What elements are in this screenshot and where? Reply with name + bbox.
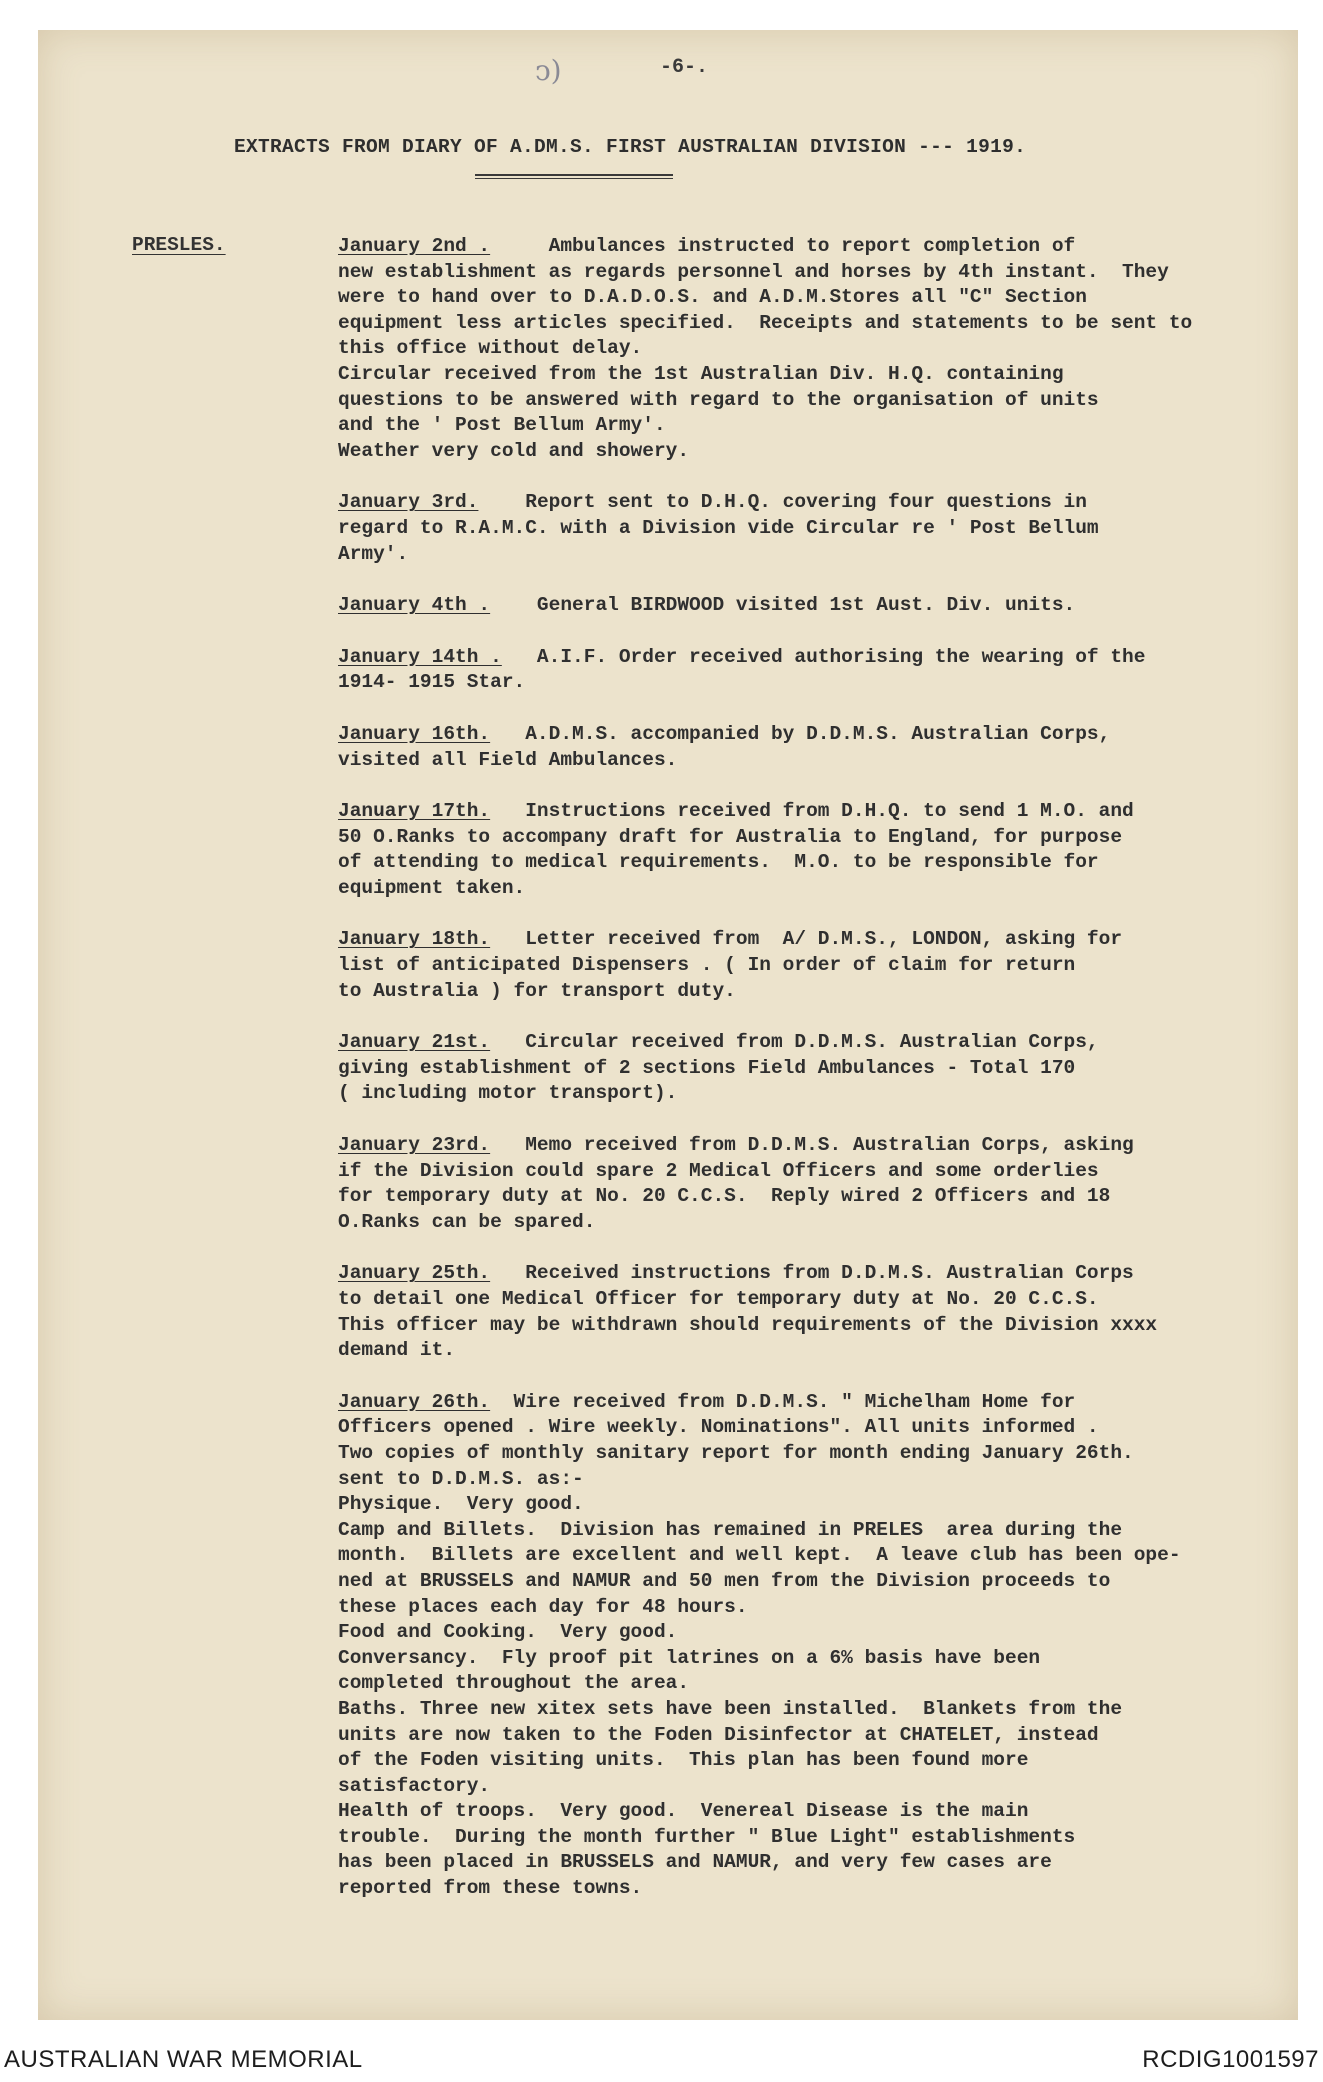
entry-line: of attending to medical requirements. M.O. to be responsible for <box>338 851 1099 874</box>
entry-line: equipment less articles specified. Receipts and statements to be sent to <box>338 311 1193 334</box>
entry-text: A.D.M.S. accompanied by D.D.M.S. Australian Corps, <box>490 722 1111 745</box>
title-underline <box>475 174 673 179</box>
entry-line: 50 O.Ranks to accompany draft for Australia to England, for purpose <box>338 825 1123 848</box>
entry-line: Physique. Very good. <box>338 1493 584 1516</box>
document-title: EXTRACTS FROM DIARY OF A.DM.S. FIRST AUSTRALIAN DIVISION --- 1919. <box>234 136 1027 158</box>
entry-line: 1914- 1915 Star. <box>338 671 526 694</box>
entry-line <box>338 645 1278 671</box>
diary-entry <box>338 799 1278 901</box>
entry-date: January 23rd. <box>338 1134 491 1157</box>
entry-line: to detail one Medical Officer for temporary duty at No. 20 C.C.S. <box>338 1288 1099 1310</box>
entry-text: Instructions received from D.H.Q. to send 1 M.O. and <box>490 800 1134 823</box>
entry-line: this office without delay. <box>338 337 643 360</box>
entry-line <box>338 722 1278 748</box>
diary-entry <box>338 490 1278 567</box>
entry-line: O.Ranks can be spared. <box>338 1210 596 1233</box>
entry-line: giving establishment of 2 sections Field Ambulances - Total 170 <box>338 1056 1076 1079</box>
entry-date: January 2nd . <box>338 235 491 257</box>
diary-entry <box>338 722 1278 773</box>
entry-date: January 26th. <box>338 1390 491 1413</box>
entry-line: new establishment as regards personnel and horses by 4th instant. They <box>338 260 1169 283</box>
entry-text: Received instructions from D.D.M.S. Australian Corps <box>490 1262 1134 1285</box>
diary-entry <box>338 1030 1278 1107</box>
entry-line <box>338 1261 1278 1287</box>
entry-date: January 4th . <box>338 594 491 617</box>
entry-line <box>338 1390 1278 1416</box>
entry-line: ned at BRUSSELS and NAMUR and 50 men from the Division proceeds to <box>338 1569 1111 1592</box>
entry-line: to Australia ) for transport duty. <box>338 979 736 1002</box>
entry-line: questions to be answered with regard to the organisation of units <box>338 388 1099 411</box>
entry-date: January 17th. <box>338 800 491 823</box>
entry-line: these places each day for 48 hours. <box>338 1595 748 1618</box>
entry-line: Health of troops. Very good. Venereal Disease is the main <box>338 1800 1029 1823</box>
diary-entries <box>338 234 1278 1902</box>
entry-text: Circular received from D.D.M.S. Australian Corps, <box>490 1031 1099 1054</box>
footer-record-id: RCDIG1001597 <box>1142 2046 1319 2073</box>
entry-line: and the ' Post Bellum Army'. <box>338 414 666 437</box>
entry-line: trouble. During the month further " Blue Light" establishments <box>338 1825 1076 1848</box>
entry-date: January 16th. <box>338 722 491 745</box>
entry-line: Camp and Billets. Division has remained in PRELES area during the <box>338 1518 1123 1541</box>
entry-line: Army'. <box>338 542 409 565</box>
entry-date: January 25th. <box>338 1262 491 1285</box>
entry-date: January 18th. <box>338 928 491 951</box>
entry-line: This officer may be withdrawn should requirements of the Division xxxx <box>338 1313 1158 1336</box>
entry-text: General BIRDWOOD visited 1st Aust. Div. units. <box>490 594 1076 617</box>
entry-text: A.I.F. Order received authorising the wearing of the <box>501 645 1146 668</box>
diary-entry <box>338 234 1278 464</box>
diary-entry <box>338 1133 1278 1235</box>
entry-line: for temporary duty at No. 20 C.C.S. Reply wired 2 Officers and 18 <box>338 1185 1111 1208</box>
entry-date: January 3rd. <box>338 491 479 514</box>
entry-text: Memo received from D.D.M.S. Australian Corps, asking <box>490 1134 1134 1157</box>
entry-line: units are now taken to the Foden Disinfector at CHATELET, instead <box>338 1723 1099 1746</box>
page-number: -6-. <box>660 56 709 79</box>
entry-line <box>338 799 1278 825</box>
entry-line: list of anticipated Dispensers . ( In order of claim for return <box>338 954 1076 977</box>
entry-text: Letter received from A/ D.M.S., LONDON, asking for <box>490 928 1123 951</box>
entry-line: Officers opened . Wire weekly. Nominations". All units informed . <box>338 1416 1099 1439</box>
entry-line: Baths. Three new xitex sets have been installed. Blankets from the <box>338 1697 1123 1720</box>
entry-line <box>338 593 1278 619</box>
diary-entry <box>338 927 1278 1004</box>
entry-date: January 21st. <box>338 1031 491 1054</box>
entry-text: Report sent to D.H.Q. covering four questions in <box>478 491 1087 514</box>
entry-line: visited all Field Ambulances. <box>338 748 678 771</box>
entry-line: equipment taken. <box>338 876 526 899</box>
entry-line: Food and Cooking. Very good. <box>338 1621 678 1644</box>
entry-line: of the Foden visiting units. This plan has been found more <box>338 1749 1029 1772</box>
entry-line <box>338 234 1278 260</box>
entry-line <box>338 1030 1278 1056</box>
entry-line: Circular received from the 1st Australian Div. H.Q. containing <box>338 362 1064 385</box>
entry-line: regard to R.A.M.C. with a Division vide Circular re ' Post Bellum <box>338 516 1099 539</box>
entry-line: were to hand over to D.A.D.O.S. and A.D.M.Stores all "C" Section <box>338 286 1087 309</box>
entry-line: demand it. <box>338 1339 456 1362</box>
diary-entry <box>338 593 1278 619</box>
entry-line: completed throughout the area. <box>338 1672 690 1695</box>
diary-entry <box>338 1261 1278 1363</box>
entry-line: has been placed in BRUSSELS and NAMUR, and very few cases are <box>338 1851 1052 1874</box>
entry-line <box>338 490 1278 516</box>
entry-line: Weather very cold and showery. <box>338 439 690 462</box>
pen-mark: ↄ) <box>535 54 562 87</box>
entry-line: Two copies of monthly sanitary report for month ending January 26th. <box>338 1441 1134 1464</box>
diary-entry <box>338 645 1278 696</box>
entry-line: Conversancy. Fly proof pit latrines on a 6% basis have been <box>338 1646 1041 1669</box>
entry-line <box>338 927 1278 953</box>
footer-archive-name: AUSTRALIAN WAR MEMORIAL <box>4 2046 363 2073</box>
entry-text: Ambulances instructed to report completion of <box>490 235 1076 257</box>
diary-entry <box>338 1390 1278 1902</box>
entry-date: January 14th . <box>338 645 502 668</box>
entry-line: ( including motor transport). <box>338 1082 678 1105</box>
location-label: PRESLES. <box>132 234 226 256</box>
entry-text: Wire received from D.D.M.S. " Michelham Home for <box>490 1390 1076 1413</box>
entry-line: satisfactory. <box>338 1774 491 1797</box>
entry-line: sent to D.D.M.S. as:- <box>338 1467 584 1490</box>
entry-line <box>338 1133 1278 1159</box>
entry-line: month. Billets are excellent and well kept. A leave club has been ope- <box>338 1544 1181 1567</box>
entry-line: reported from these towns. <box>338 1877 643 1900</box>
entry-line: if the Division could spare 2 Medical Officers and some orderlies <box>338 1159 1099 1182</box>
